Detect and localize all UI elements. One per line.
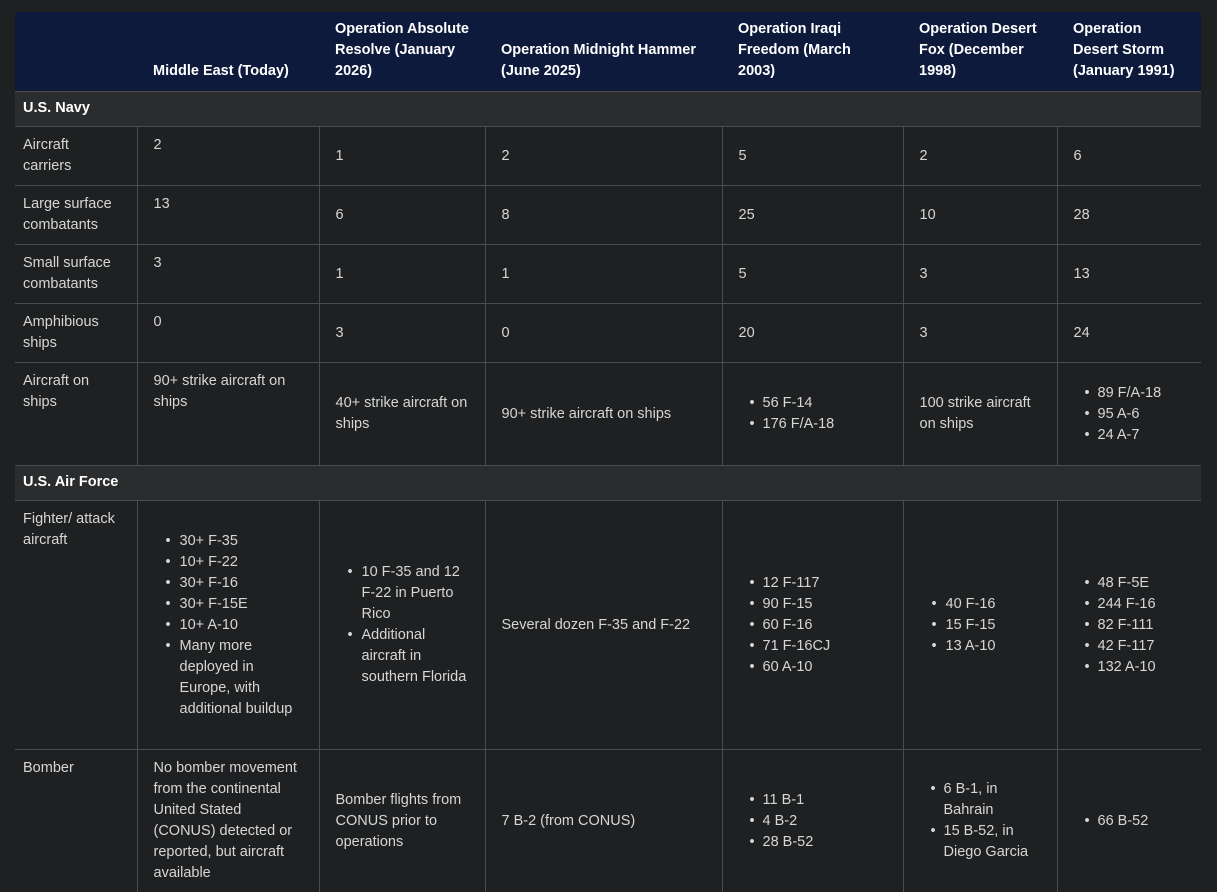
header-iraqi-freedom: Operation Iraqi Freedom (March 2003) — [722, 12, 903, 92]
cell-desert-storm: 13 — [1057, 245, 1201, 304]
aircraft-list — [154, 531, 303, 720]
aircraft-list — [739, 790, 887, 853]
list-item: • 40 F-16 — [946, 594, 1041, 615]
header-middle-east: Middle East (Today) — [137, 12, 319, 92]
section-title-navy: U.S. Navy — [15, 92, 1201, 127]
aircraft-list — [739, 573, 887, 678]
list-item: • 15 F-15 — [946, 615, 1041, 636]
header-absolute-resolve: Operation Absolute Resolve (January 2026) — [319, 12, 485, 92]
list-item: • Additional aircraft in southern Florida — [362, 625, 469, 688]
list-item: • Many more deployed in Europe, with additional buildup — [180, 636, 303, 720]
list-item: • 28 B-52 — [763, 832, 887, 853]
list-item: • 95 A-6 — [1098, 404, 1186, 425]
cell-midnight-hammer: 7 B-2 (from CONUS) — [485, 750, 722, 892]
table-row-aircraft-carriers — [15, 127, 1201, 186]
cell-absolute-resolve: 40+ strike aircraft on ships — [319, 363, 485, 466]
section-row-air-force — [15, 466, 1201, 501]
list-item: • 244 F-16 — [1098, 594, 1186, 615]
list-item: • 13 A-10 — [946, 636, 1041, 657]
list-item: • 30+ F-35 — [180, 531, 303, 552]
row-label: Amphibious ships — [15, 304, 137, 363]
cell-iraqi-freedom: 20 — [722, 304, 903, 363]
cell-midnight-hammer: 0 — [485, 304, 722, 363]
list-item: • 56 F-14 — [763, 393, 887, 414]
force-comparison-table — [15, 12, 1201, 892]
list-item: • 24 A-7 — [1098, 425, 1186, 446]
list-item: • 4 B-2 — [763, 811, 887, 832]
cell-absolute-resolve: 3 — [319, 304, 485, 363]
aircraft-list — [1074, 811, 1186, 832]
cell-absolute-resolve: 1 — [319, 245, 485, 304]
cell-desert-fox: 3 — [903, 304, 1057, 363]
cell-desert-storm: 24 — [1057, 304, 1201, 363]
list-item: • 90 F-15 — [763, 594, 887, 615]
list-item: • 132 A-10 — [1098, 657, 1186, 678]
force-comparison-table-wrapper — [15, 12, 1201, 892]
cell-desert-storm — [1057, 750, 1201, 892]
cell-midnight-hammer: 8 — [485, 186, 722, 245]
aircraft-list — [1074, 573, 1186, 678]
cell-desert-storm: 6 — [1057, 127, 1201, 186]
list-item: • 15 B-52, in Diego Garcia — [944, 821, 1041, 863]
table-row-small-surface-combatants — [15, 245, 1201, 304]
cell-midnight-hammer: Several dozen F-35 and F-22 — [485, 501, 722, 750]
list-item: • 48 F-5E — [1098, 573, 1186, 594]
list-item: • 71 F-16CJ — [763, 636, 887, 657]
row-label: Bomber — [15, 750, 137, 892]
row-label: Fighter/ attack aircraft — [15, 501, 137, 750]
cell-iraqi-freedom — [722, 363, 903, 466]
cell-iraqi-freedom — [722, 750, 903, 892]
cell-middle-east: No bomber movement from the continental United Stated (CONUS) detected or reported, but aircraft available — [137, 750, 319, 892]
cell-iraqi-freedom — [722, 501, 903, 750]
aircraft-list — [920, 779, 1041, 863]
list-item: • 66 B-52 — [1098, 811, 1186, 832]
cell-desert-fox: 100 strike aircraft on ships — [903, 363, 1057, 466]
cell-absolute-resolve: 6 — [319, 186, 485, 245]
cell-iraqi-freedom: 5 — [722, 127, 903, 186]
cell-desert-storm: 28 — [1057, 186, 1201, 245]
cell-middle-east: 90+ strike aircraft on ships — [137, 363, 319, 466]
list-item: • 10 F-35 and 12 F-22 in Puerto Rico — [362, 562, 469, 625]
list-item: • 60 F-16 — [763, 615, 887, 636]
section-title-air-force: U.S. Air Force — [15, 466, 1201, 501]
cell-desert-fox — [903, 501, 1057, 750]
list-item: • 89 F/A-18 — [1098, 383, 1186, 404]
row-label: Aircraft carriers — [15, 127, 137, 186]
list-item: • 176 F/A-18 — [763, 414, 887, 435]
list-item: • 30+ F-16 — [180, 573, 303, 594]
list-item: • 42 F-117 — [1098, 636, 1186, 657]
table-row-large-surface-combatants — [15, 186, 1201, 245]
section-row-navy — [15, 92, 1201, 127]
header-blank — [15, 12, 137, 92]
cell-absolute-resolve — [319, 501, 485, 750]
cell-middle-east: 2 — [137, 127, 319, 186]
list-item: • 12 F-117 — [763, 573, 887, 594]
aircraft-list — [1074, 383, 1186, 446]
cell-iraqi-freedom: 5 — [722, 245, 903, 304]
table-row-fighter-attack-aircraft — [15, 501, 1201, 750]
table-row-amphibious-ships — [15, 304, 1201, 363]
cell-desert-fox: 2 — [903, 127, 1057, 186]
cell-middle-east — [137, 501, 319, 750]
cell-middle-east: 13 — [137, 186, 319, 245]
cell-desert-storm — [1057, 363, 1201, 466]
row-label: Small surface combatants — [15, 245, 137, 304]
list-item: • 11 B-1 — [763, 790, 887, 811]
header-row — [15, 12, 1201, 92]
cell-midnight-hammer: 90+ strike aircraft on ships — [485, 363, 722, 466]
list-item: • 30+ F-15E — [180, 594, 303, 615]
aircraft-list — [920, 594, 1041, 657]
list-item: • 82 F-111 — [1098, 615, 1186, 636]
cell-desert-fox: 3 — [903, 245, 1057, 304]
cell-desert-fox — [903, 750, 1057, 892]
cell-midnight-hammer: 1 — [485, 245, 722, 304]
cell-absolute-resolve: Bomber flights from CONUS prior to operations — [319, 750, 485, 892]
list-item: • 10+ F-22 — [180, 552, 303, 573]
header-desert-fox: Operation Desert Fox (December 1998) — [903, 12, 1057, 92]
cell-iraqi-freedom: 25 — [722, 186, 903, 245]
cell-absolute-resolve: 1 — [319, 127, 485, 186]
header-desert-storm: Operation Desert Storm (January 1991) — [1057, 12, 1201, 92]
row-label: Aircraft on ships — [15, 363, 137, 466]
cell-middle-east: 0 — [137, 304, 319, 363]
aircraft-list — [336, 562, 469, 688]
list-item: • 60 A-10 — [763, 657, 887, 678]
table-row-bomber — [15, 750, 1201, 892]
header-midnight-hammer: Operation Midnight Hammer (June 2025) — [485, 12, 722, 92]
aircraft-list — [739, 393, 887, 435]
list-item: • 6 B-1, in Bahrain — [944, 779, 1041, 821]
list-item: • 10+ A-10 — [180, 615, 303, 636]
cell-desert-storm — [1057, 501, 1201, 750]
cell-midnight-hammer: 2 — [485, 127, 722, 186]
table-row-aircraft-on-ships — [15, 363, 1201, 466]
cell-desert-fox: 10 — [903, 186, 1057, 245]
cell-middle-east: 3 — [137, 245, 319, 304]
row-label: Large surface combatants — [15, 186, 137, 245]
